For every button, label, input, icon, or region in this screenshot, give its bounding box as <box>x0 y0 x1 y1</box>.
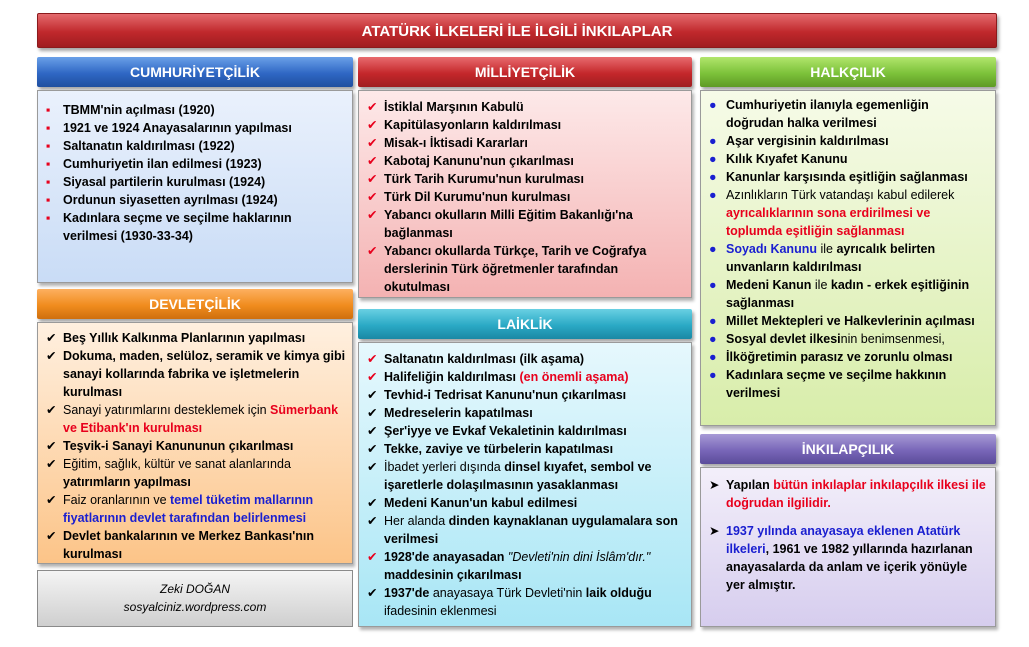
list-item: ✔ İbadet yerleri dışında dinsel kıyafet, sembol ve işaretlerle dolaşılmasının yasaklanması <box>367 460 652 492</box>
list-item: ✔ Türk Tarih Kurumu'nun kurulması <box>367 172 584 186</box>
list-item: ✔ Dokuma, maden, selüloz, seramik ve kimya gibi sanayi kollarında fabrika ve işletmelerin kurulması <box>46 349 346 399</box>
inkilapcilik-list <box>707 476 989 594</box>
black-check-icon: ✔ <box>46 529 57 543</box>
devletcilik-list <box>44 329 346 563</box>
list-item: ✔ Kabotaj Kanunu'nun çıkarılması <box>367 154 574 168</box>
signature-box <box>37 570 353 627</box>
red-check-icon: ✔ <box>367 172 378 186</box>
list-item: ✔ Medreselerin kapatılması <box>367 406 533 420</box>
black-check-icon: ✔ <box>367 442 378 456</box>
author-name: Zeki DOĞAN <box>159 582 230 596</box>
list-item: ✔ Her alanda dinden kaynaklanan uygulamalara son verilmesi <box>367 514 678 546</box>
milliyetcilik-list <box>365 98 685 296</box>
red-check-icon: ✔ <box>367 136 378 150</box>
list-item: ✔ Misak-ı İktisadi Kararları <box>367 136 528 150</box>
red-square-bullet: ▪ <box>46 139 51 153</box>
red-check-icon: ✔ <box>367 244 378 258</box>
list-item: ● İlköğretimin parasız ve zorunlu olması <box>709 350 953 364</box>
cumhuriyetcilik-heading: CUMHURİYETÇİLİK <box>37 57 353 87</box>
red-check-icon: ✔ <box>367 154 378 168</box>
list-item: ▪ Saltanatın kaldırılması (1922) <box>46 139 235 153</box>
halkcilik-panel <box>700 90 996 426</box>
black-check-icon: ✔ <box>367 496 378 510</box>
list-item: ➤ 1937 yılında anayasaya eklenen Atatürk ilkeleri, 1961 ve 1982 yıllarında hazırlanan anayasalarda da anlam ve içerik yönüyle yer almıştır. <box>709 524 973 592</box>
list-item: ▪ TBMM'nin açılması (1920) <box>46 103 215 117</box>
list-item: ✔ Sanayi yatırımlarını desteklemek için Sümerbank ve Etibank'ın kurulması <box>46 403 339 435</box>
red-square-bullet: ▪ <box>46 193 51 207</box>
black-check-icon: ✔ <box>46 439 57 453</box>
list-item: ● Soyadı Kanunu ile ayrıcalık belirten unvanların kaldırılması <box>709 242 936 274</box>
red-check-icon: ✔ <box>367 208 378 222</box>
black-check-icon: ✔ <box>367 586 378 600</box>
list-item: ● Sosyal devlet ilkesinin benimsenmesi, <box>709 332 945 346</box>
blue-dot-icon: ● <box>709 170 717 184</box>
inkilapcilik-panel <box>700 467 996 627</box>
arrowhead-bullet-icon: ➤ <box>709 478 720 492</box>
laiklik-panel <box>358 342 692 627</box>
list-item: ● Kanunlar karşısında eşitliğin sağlanması <box>709 170 968 184</box>
inkilapcilik-heading: İNKILAPÇILIK <box>700 434 996 464</box>
black-check-icon: ✔ <box>367 406 378 420</box>
list-item: ● Cumhuriyetin ilanıyla egemenliğin doğrudan halka verilmesi <box>709 98 929 130</box>
black-check-icon: ✔ <box>46 349 57 363</box>
red-square-bullet: ▪ <box>46 157 51 171</box>
red-check-icon: ✔ <box>367 100 378 114</box>
list-item: ✔ Beş Yıllık Kalkınma Planlarının yapılması <box>46 331 306 345</box>
red-square-bullet: ▪ <box>46 211 51 225</box>
list-item: ✔ Medeni Kanun'un kabul edilmesi <box>367 496 578 510</box>
page-title: ATATÜRK İLKELERİ İLE İLGİLİ İNKILAPLAR <box>37 13 997 48</box>
arrowhead-bullet-icon: ➤ <box>709 524 720 538</box>
black-check-icon: ✔ <box>46 403 57 417</box>
black-check-icon: ✔ <box>367 514 378 528</box>
list-item: ✔ Faiz oranlarının ve temel tüketim mallarının fiyatlarının devlet tarafından belirlenmesi <box>46 493 314 525</box>
list-item: ✔ Teşvik-i Sanayi Kanununun çıkarılması <box>46 439 294 453</box>
laiklik-list <box>365 350 685 620</box>
red-check-icon: ✔ <box>367 190 378 204</box>
halkcilik-list <box>707 96 989 402</box>
list-item: ✔ 1928'de anayasadan "Devleti'nin dini İslâm'dır." maddesinin çıkarılması <box>367 550 651 582</box>
list-item: ✔ Tekke, zaviye ve türbelerin kapatılması <box>367 442 614 456</box>
red-check-icon: ✔ <box>367 118 378 132</box>
blue-dot-icon: ● <box>709 134 717 148</box>
list-item: ● Kılık Kıyafet Kanunu <box>709 152 848 166</box>
blue-dot-icon: ● <box>709 98 717 112</box>
red-check-icon: ✔ <box>367 370 378 384</box>
list-item: ✔ Kapitülasyonların kaldırılması <box>367 118 562 132</box>
blue-dot-icon: ● <box>709 152 717 166</box>
blue-dot-icon: ● <box>709 242 717 256</box>
red-check-icon: ✔ <box>367 352 378 366</box>
list-item: ✔ Şer'iyye ve Evkaf Vekaletinin kaldırılması <box>367 424 627 438</box>
black-check-icon: ✔ <box>46 331 57 345</box>
devletcilik-panel <box>37 322 353 564</box>
list-item: ▪ Cumhuriyetin ilan edilmesi (1923) <box>46 157 262 171</box>
blue-dot-icon: ● <box>709 350 717 364</box>
black-check-icon: ✔ <box>46 493 57 507</box>
website-text: sosyalciniz.wordpress.com <box>123 600 267 614</box>
list-item: ✔ Yabancı okulların Milli Eğitim Bakanlığı'na bağlanması <box>367 208 633 240</box>
list-item: ✔ Halifeliğin kaldırılması (en önemli aşama) <box>367 370 629 384</box>
black-check-icon: ✔ <box>46 457 57 471</box>
red-square-bullet: ▪ <box>46 121 51 135</box>
list-item: ▪ 1921 ve 1924 Anayasalarının yapılması <box>46 121 292 135</box>
blue-dot-icon: ● <box>709 368 717 382</box>
blue-dot-icon: ● <box>709 332 717 346</box>
list-item: ● Aşar vergisinin kaldırılması <box>709 134 889 148</box>
list-item: ▪ Siyasal partilerin kurulması (1924) <box>46 175 266 189</box>
laiklik-heading: LAİKLİK <box>358 309 692 339</box>
cumhuriyetcilik-list <box>44 101 346 245</box>
black-check-icon: ✔ <box>367 424 378 438</box>
cumhuriyetcilik-panel <box>37 90 353 283</box>
list-item: ▪ Ordunun siyasetten ayrılması (1924) <box>46 193 278 207</box>
red-square-bullet: ▪ <box>46 103 51 117</box>
list-item: ✔ Tevhid-i Tedrisat Kanunu'nun çıkarılması <box>367 388 627 402</box>
milliyetcilik-heading: MİLLİYETÇİLİK <box>358 57 692 87</box>
blue-dot-icon: ● <box>709 188 717 202</box>
black-check-icon: ✔ <box>367 460 378 474</box>
milliyetcilik-panel <box>358 90 692 298</box>
list-item: ● Azınlıkların Türk vatandaşı kabul edilerek ayrıcalıklarının sona erdirilmesi ve toplumda eşitliğin sağlanması <box>709 188 955 238</box>
list-item: ➤ Yapılan bütün inkılaplar inkılapçılık ilkesi ile doğrudan ilgilidir. <box>709 478 986 510</box>
devletcilik-heading: DEVLETÇİLİK <box>37 289 353 319</box>
red-check-icon: ✔ <box>367 550 378 564</box>
list-item: ● Millet Mektepleri ve Halkevlerinin açılması <box>709 314 975 328</box>
blue-dot-icon: ● <box>709 278 717 292</box>
list-item: ✔ Saltanatın kaldırılması (ilk aşama) <box>367 352 585 366</box>
blue-dot-icon: ● <box>709 314 717 328</box>
list-item: ✔ Türk Dil Kurumu'nun kurulması <box>367 190 571 204</box>
list-item: ✔ 1937'de anayasaya Türk Devleti'nin laik olduğu ifadesinin eklenmesi <box>367 586 652 618</box>
list-item: ✔ Devlet bankalarının ve Merkez Bankası'nın kurulması <box>46 529 314 561</box>
list-item: ✔ İstiklal Marşının Kabulü <box>367 100 524 114</box>
black-check-icon: ✔ <box>367 388 378 402</box>
list-item: ▪ Kadınlara seçme ve seçilme haklarının verilmesi (1930-33-34) <box>46 211 292 243</box>
list-item: ✔ Eğitim, sağlık, kültür ve sanat alanlarında yatırımların yapılması <box>46 457 291 489</box>
list-item: ● Medeni Kanun ile kadın - erkek eşitliğinin sağlanması <box>709 278 970 310</box>
red-square-bullet: ▪ <box>46 175 51 189</box>
list-item: ✔ Yabancı okullarda Türkçe, Tarih ve Coğrafya derslerinin Türk öğretmenler tarafından okutulması <box>367 244 647 294</box>
halkcilik-heading: HALKÇILIK <box>700 57 996 87</box>
list-item: ● Kadınlara seçme ve seçilme hakkının verilmesi <box>709 368 947 400</box>
